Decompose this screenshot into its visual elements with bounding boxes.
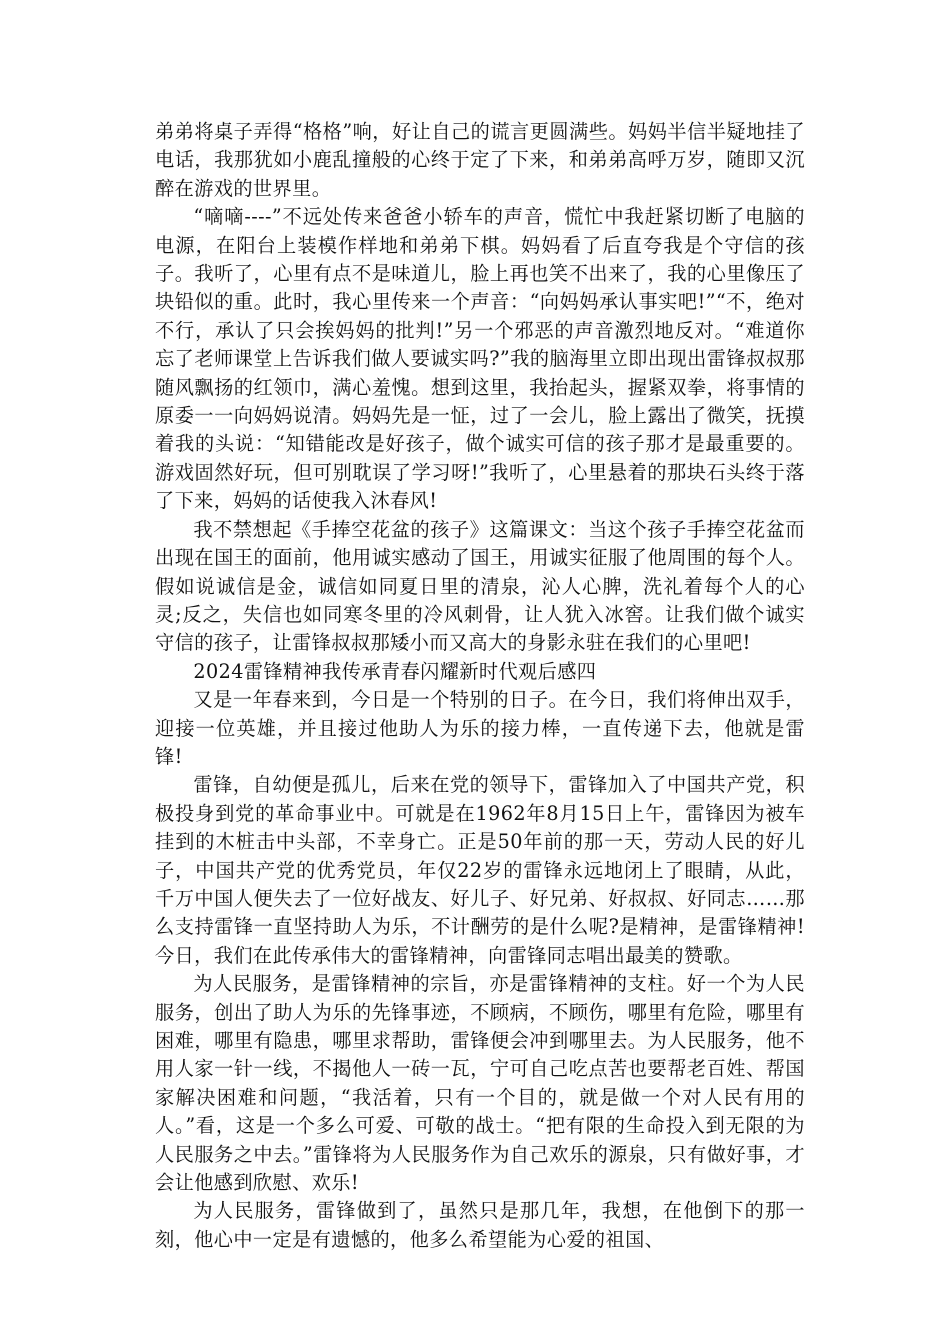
paragraph-1: 弟弟将桌子弄得“格格”响，好让自己的谎言更圆满些。妈妈半信半疑地挂了电话，我那犹如小鹿乱撞般的心终于定了下来，和弟弟高呼万岁，随即又沉醉在游戏的世界里。 bbox=[155, 120, 805, 200]
paragraph-3: 我不禁想起《手捧空花盆的孩子》这篇课文：当这个孩子手捧空花盆而出现在国王的面前，他用诚实感动了国王，用诚实征服了他周围的每个人。假如说诚信是金，诚信如同夏日里的清泉，沁人心脾，洗礼着每个人的心灵;反之，失信也如同寒冬里的冷风刺骨，让人犹入冰窖。让我们做个诚实守信的孩子，让雷锋叔叔那矮小而又高大的身影永驻在我们的心里吧! bbox=[155, 517, 805, 655]
paragraph-7: 为人民服务，雷锋做到了，虽然只是那几年，我想，在他倒下的那一刻，他心中一定是有遗憾的，他多么希望能为心爱的祖国、 bbox=[155, 1199, 805, 1251]
paragraph-2: “嘀嘀----”不远处传来爸爸小轿车的声音，慌忙中我赶紧切断了电脑的电源，在阳台上装模作样地和弟弟下棋。妈妈看了后直夸我是个守信的孩子。我听了，心里有点不是味道儿，脸上再也笑不出来了，我的心里像压了块铅似的重。此时，我心里传来一个声音：“向妈妈承认事实吧!”“不，绝对不行，承认了只会挨妈妈的批判!”另一个邪恶的声音激烈地反对。“难道你忘了老师课堂上告诉我们做人要诚实吗?”我的脑海里立即出现出雷锋叔叔那随风飘扬的红领巾，满心羞愧。想到这里，我抬起头，握紧双拳，将事情的原委一一向妈妈说清。妈妈先是一怔，过了一会儿，脸上露出了微笑，抚摸着我的头说：“知错能改是好孩子，做个诚实可信的孩子那才是最重要的。游戏固然好玩，但可别耽误了学习呀!”我听了，心里悬着的那块石头终于落了下来，妈妈的话使我入沐春风! bbox=[155, 205, 805, 513]
section-heading: 2024雷锋精神我传承青春闪耀新时代观后感四 bbox=[193, 659, 597, 683]
paragraph-6: 为人民服务，是雷锋精神的宗旨，亦是雷锋精神的支柱。好一个为人民服务，创出了助人为乐的先锋事迹，不顾病，不顾伤，哪里有危险，哪里有困难，哪里有隐患，哪里求帮助，雷锋便会冲到哪里去。为人民服务，他不用人家一针一线，不揭他人一砖一瓦，宁可自己吃点苦也要帮老百姓、帮国家解决困难和问题，“我活着，只有一个目的，就是做一个对人民有用的人。”看，这是一个多么可爱、可敬的战士。“把有限的生命投入到无限的为人民服务之中去。”雷锋将为人民服务作为自己欢乐的源泉，只有做好事，才会让他感到欣慰、欢乐! bbox=[155, 972, 805, 1195]
paragraph-5: 雷锋，自幼便是孤儿，后来在党的领导下，雷锋加入了中国共产党，积极投身到党的革命事业中。可就是在1962年8月15日上午，雷锋因为被车挂到的木桩击中头部，不幸身亡。正是50年前的那一天，劳动人民的好儿子，中国共产党的优秀党员，年仅22岁的雷锋永远地闭上了眼睛，从此，千万中国人便失去了一位好战友、好儿子、好兄弟、好叔叔、好同志……那么支持雷锋一直坚持助人为乐，不计酬劳的是什么呢?是精神，是雷锋精神!今日，我们在此传承伟大的雷锋精神，向雷锋同志唱出最美的赞歌。 bbox=[155, 773, 805, 967]
document-page bbox=[155, 118, 805, 1338]
paragraph-4: 又是一年春来到，今日是一个特别的日子。在今日，我们将伸出双手，迎接一位英雄，并且接过他助人为乐的接力棒，一直传递下去，他就是雷锋! bbox=[155, 688, 805, 768]
